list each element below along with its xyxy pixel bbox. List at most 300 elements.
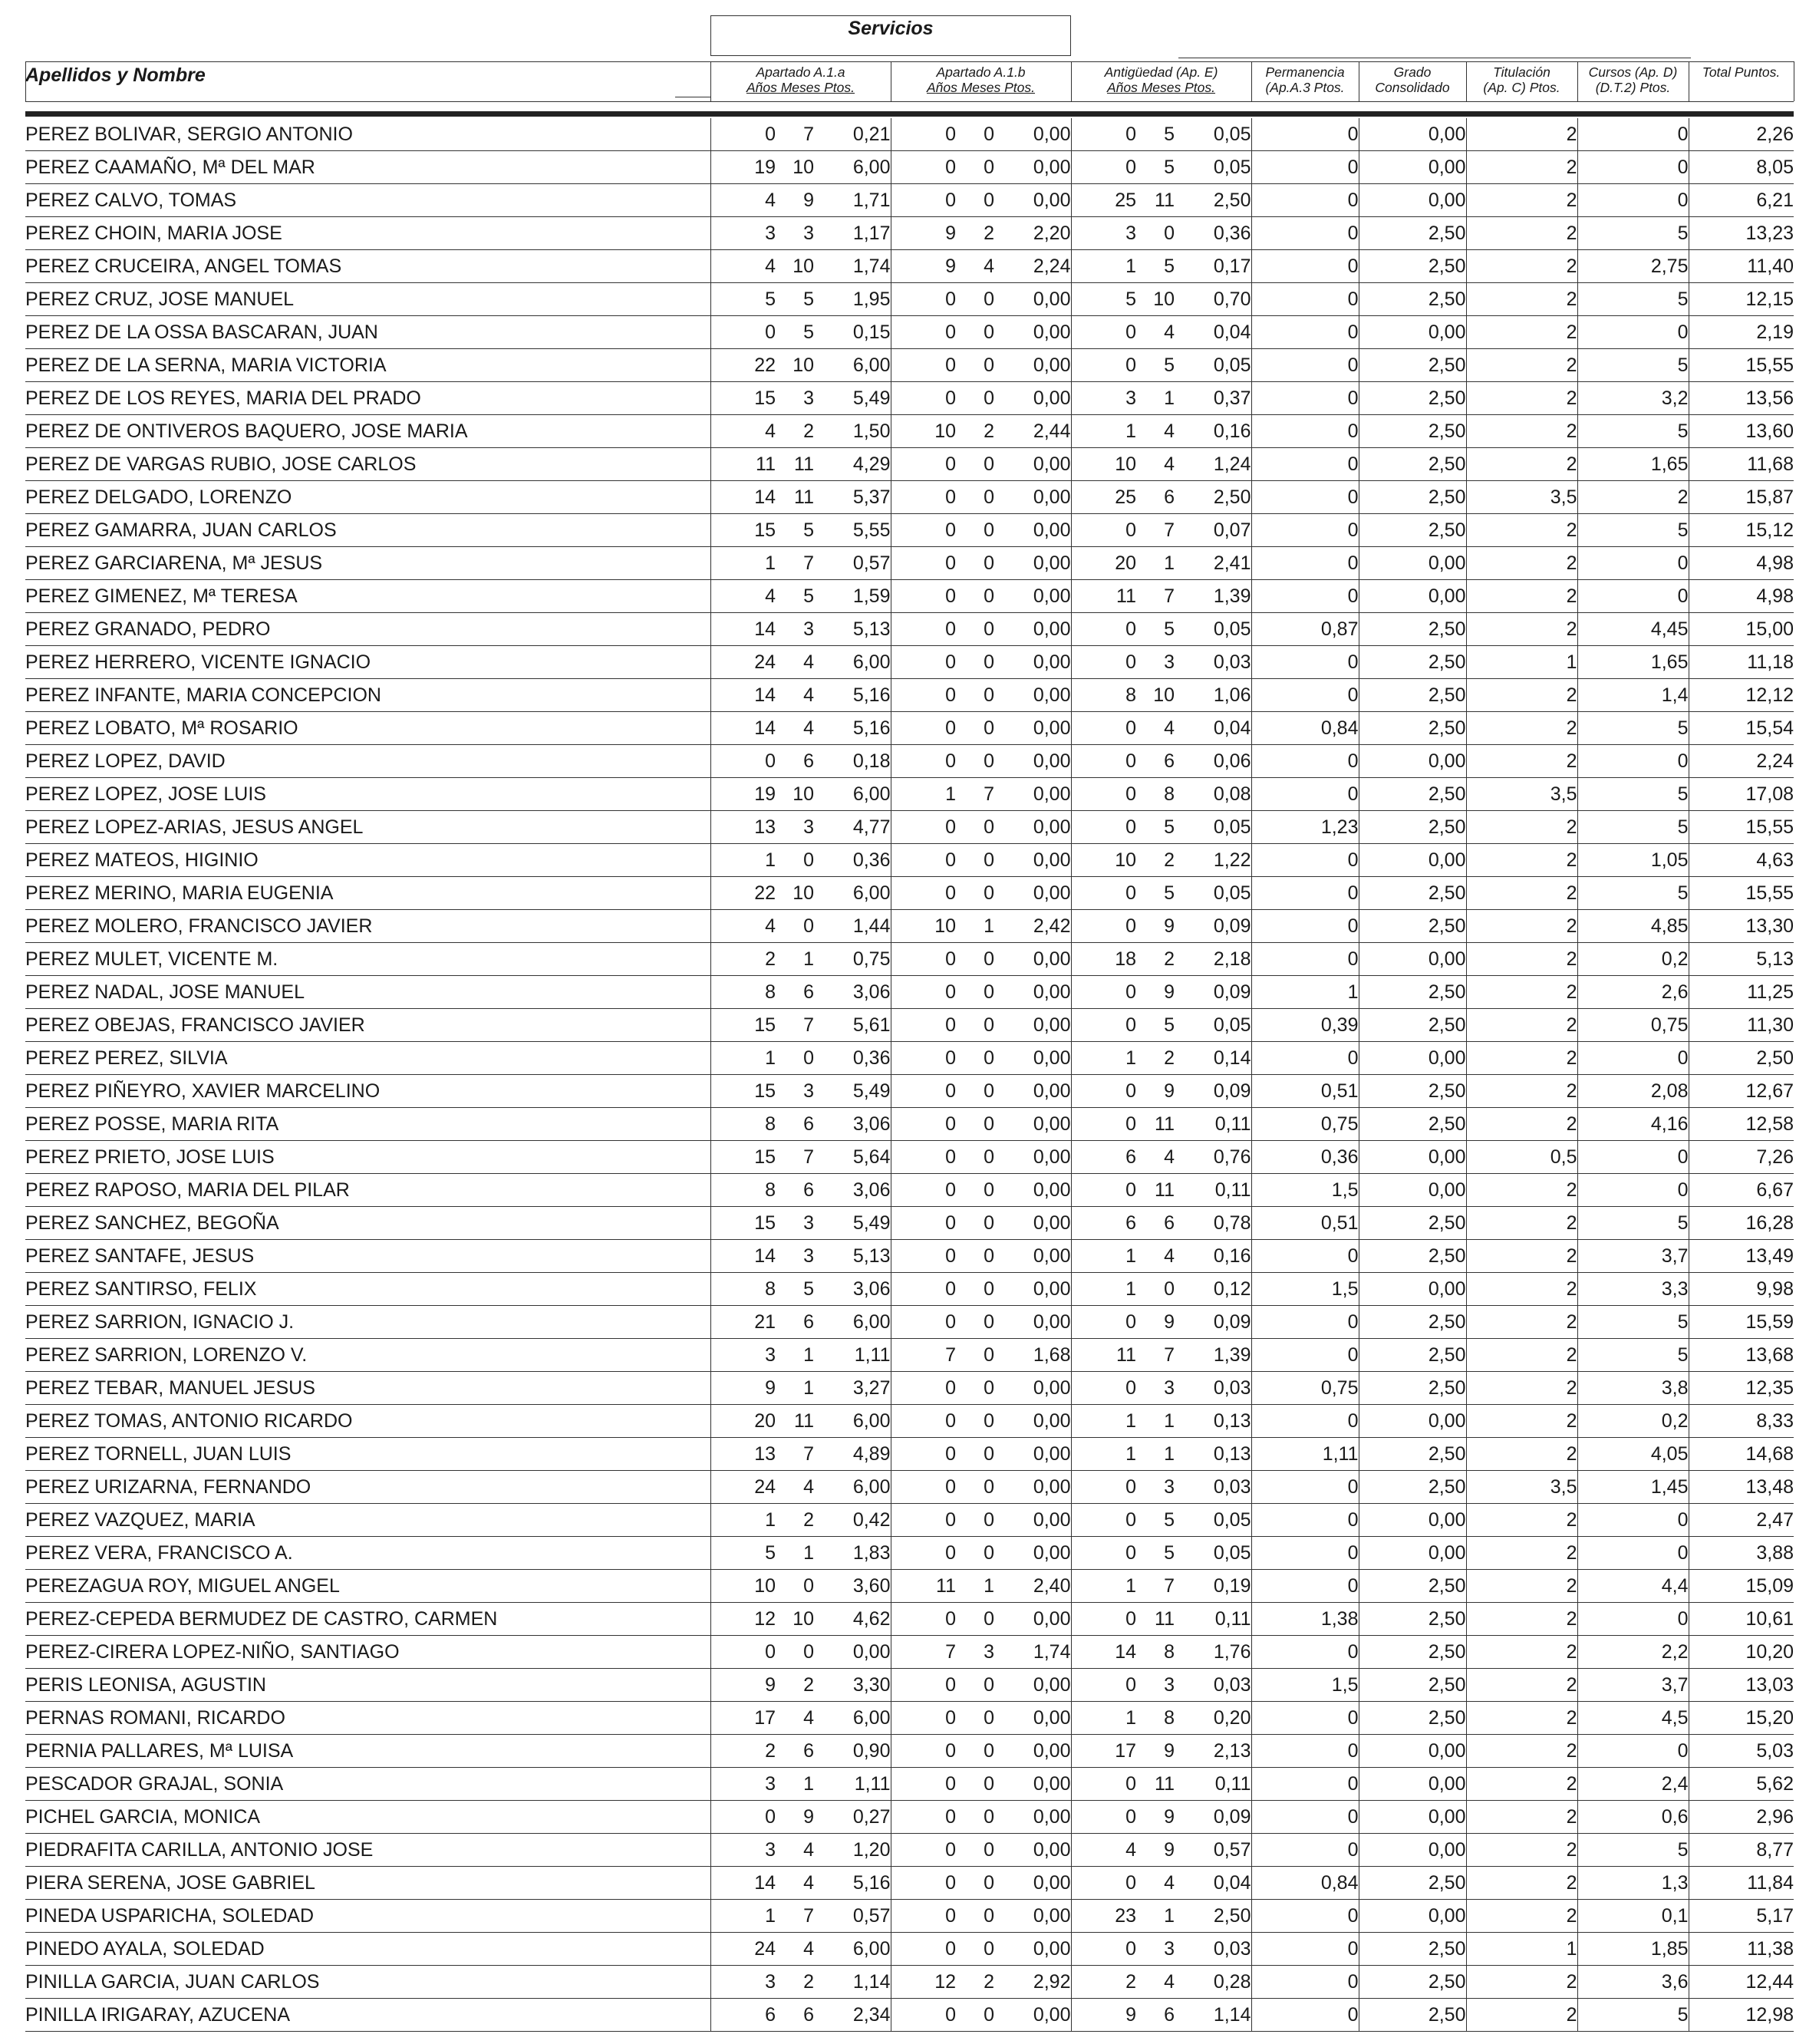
cell-grado: 0,00 [1359,1768,1466,1801]
cell-a1a-ptos: 0,57 [814,1900,891,1933]
cell-ant-anos: 6 [1071,1141,1136,1174]
cell-a1b-anos: 0 [891,481,956,514]
cell-permanencia: 0 [1251,1042,1359,1075]
cell-name: PEREZ CRUZ, JOSE MANUEL [25,283,710,316]
cell-total: 3,88 [1689,1537,1794,1570]
cell-a1b-meses: 0 [956,1042,994,1075]
cell-a1b-ptos: 0,00 [994,1999,1071,2032]
cell-ant-ptos: 0,03 [1175,1669,1251,1702]
cell-ant-ptos: 0,12 [1175,1273,1251,1306]
cell-total: 13,49 [1689,1240,1794,1273]
cell-titulacion: 2 [1466,877,1577,910]
cell-a1b-anos: 0 [891,118,956,151]
cell-a1b-ptos: 0,00 [994,1735,1071,1768]
table-row [25,1273,1794,1306]
cell-titulacion: 2 [1466,1207,1577,1240]
cell-a1a-ptos: 5,55 [814,514,891,547]
cell-a1a-anos: 2 [710,1735,776,1768]
cell-total: 7,26 [1689,1141,1794,1174]
cell-permanencia: 0 [1251,217,1359,250]
table-row [25,1537,1794,1570]
cell-a1b-anos: 0 [891,1075,956,1108]
cell-a1b-anos: 0 [891,1405,956,1438]
cell-a1b-meses: 0 [956,1867,994,1900]
cell-a1b-anos: 0 [891,1174,956,1207]
cell-a1a-ptos: 3,06 [814,1174,891,1207]
cell-total: 15,09 [1689,1570,1794,1603]
cell-titulacion: 2 [1466,349,1577,382]
cell-name: PEREZ CHOIN, MARIA JOSE [25,217,710,250]
cell-ant-ptos: 0,09 [1175,976,1251,1009]
cell-ant-ptos: 0,05 [1175,1537,1251,1570]
cell-name: PEREZ BOLIVAR, SERGIO ANTONIO [25,118,710,151]
cell-ant-anos: 0 [1071,118,1136,151]
cell-cursos: 5 [1577,1207,1689,1240]
cell-a1b-meses: 0 [956,547,994,580]
cell-a1a-anos: 17 [710,1702,776,1735]
cell-cursos: 5 [1577,283,1689,316]
cell-a1b-anos: 0 [891,283,956,316]
cell-ant-ptos: 0,05 [1175,811,1251,844]
table-row [25,1240,1794,1273]
cell-titulacion: 2 [1466,1900,1577,1933]
cell-a1a-meses: 5 [776,514,814,547]
cell-name: PEREZ CALVO, TOMAS [25,184,710,217]
table-row [25,1702,1794,1735]
cell-ant-ptos: 0,78 [1175,1207,1251,1240]
cell-grado: 2,50 [1359,1471,1466,1504]
cell-a1a-meses: 7 [776,547,814,580]
cell-a1b-anos: 0 [891,745,956,778]
cell-grado: 0,00 [1359,1174,1466,1207]
cell-a1b-meses: 1 [956,1570,994,1603]
cell-a1a-anos: 24 [710,646,776,679]
cell-name: PEREZ DE LA SERNA, MARIA VICTORIA [25,349,710,382]
cell-a1a-anos: 22 [710,349,776,382]
cell-permanencia: 1 [1251,976,1359,1009]
cell-cursos: 0 [1577,1141,1689,1174]
table-row [25,415,1794,448]
cell-name: PEREZ NADAL, JOSE MANUEL [25,976,710,1009]
cell-cursos: 1,65 [1577,448,1689,481]
name-column-header: Apellidos y Nombre [25,64,206,86]
cell-grado: 2,50 [1359,448,1466,481]
cell-a1b-meses: 0 [956,1735,994,1768]
header-bottom-rule [25,101,1794,102]
cell-ant-anos: 0 [1071,1504,1136,1537]
cell-permanencia: 0 [1251,1537,1359,1570]
cell-a1b-meses: 0 [956,646,994,679]
cell-ant-ptos: 0,70 [1175,283,1251,316]
cell-name: PINILLA IRIGARAY, AZUCENA [25,1999,710,2032]
cell-titulacion: 2 [1466,1438,1577,1471]
cell-a1a-ptos: 6,00 [814,646,891,679]
cell-a1b-ptos: 0,00 [994,580,1071,613]
cell-ant-anos: 0 [1071,1537,1136,1570]
cell-ant-ptos: 0,11 [1175,1603,1251,1636]
cell-a1a-anos: 3 [710,217,776,250]
cell-ant-ptos: 0,05 [1175,877,1251,910]
cell-ant-anos: 5 [1071,283,1136,316]
cell-titulacion: 2 [1466,910,1577,943]
cell-ant-meses: 4 [1136,415,1175,448]
cell-ant-anos: 0 [1071,877,1136,910]
cell-a1b-anos: 0 [891,349,956,382]
cell-grado: 0,00 [1359,547,1466,580]
cell-a1b-meses: 0 [956,1174,994,1207]
cell-a1a-ptos: 2,34 [814,1999,891,2032]
cell-a1a-anos: 3 [710,1768,776,1801]
cell-a1b-ptos: 0,00 [994,1537,1071,1570]
cell-ant-meses: 5 [1136,1504,1175,1537]
cell-cursos: 4,45 [1577,613,1689,646]
cell-a1b-meses: 0 [956,811,994,844]
cell-ant-ptos: 1,39 [1175,1339,1251,1372]
table-row [25,1966,1794,1999]
cell-permanencia: 1,38 [1251,1603,1359,1636]
cell-a1a-meses: 1 [776,1372,814,1405]
cell-ant-anos: 3 [1071,217,1136,250]
cell-grado: 2,50 [1359,1240,1466,1273]
cell-permanencia: 0 [1251,844,1359,877]
cell-ant-ptos: 0,09 [1175,1306,1251,1339]
cell-total: 14,68 [1689,1438,1794,1471]
cell-ant-meses: 4 [1136,1966,1175,1999]
table-row [25,1471,1794,1504]
cell-a1b-ptos: 0,00 [994,448,1071,481]
cell-ant-anos: 8 [1071,679,1136,712]
cell-a1b-meses: 0 [956,1141,994,1174]
cell-ant-anos: 0 [1071,745,1136,778]
cell-permanencia: 0 [1251,1405,1359,1438]
cell-a1b-anos: 10 [891,910,956,943]
apartado-a1b-header: Apartado A.1.b Años Meses Ptos. [926,64,1036,96]
cell-grado: 0,00 [1359,1834,1466,1867]
cell-permanencia: 0,84 [1251,1867,1359,1900]
cell-name: PEREZ DE ONTIVEROS BAQUERO, JOSE MARIA [25,415,710,448]
cell-a1a-anos: 5 [710,1537,776,1570]
cell-ant-anos: 1 [1071,250,1136,283]
cell-titulacion: 2 [1466,1042,1577,1075]
cell-permanencia: 0 [1251,1735,1359,1768]
cell-a1a-ptos: 3,30 [814,1669,891,1702]
cell-grado: 2,50 [1359,646,1466,679]
cell-cursos: 0 [1577,151,1689,184]
cell-a1a-meses: 0 [776,910,814,943]
cell-name: PINEDA USPARICHA, SOLEDAD [25,1900,710,1933]
cell-name: PEREZ RAPOSO, MARIA DEL PILAR [25,1174,710,1207]
cell-ant-ptos: 2,18 [1175,943,1251,976]
cell-cursos: 5 [1577,415,1689,448]
cell-permanencia: 0 [1251,184,1359,217]
cell-total: 15,55 [1689,877,1794,910]
cell-a1a-meses: 3 [776,1240,814,1273]
table-row [25,1174,1794,1207]
cell-total: 13,56 [1689,382,1794,415]
cell-a1a-ptos: 6,00 [814,1306,891,1339]
cell-name: PIEDRAFITA CARILLA, ANTONIO JOSE [25,1834,710,1867]
cell-a1b-anos: 0 [891,1042,956,1075]
cell-total: 5,13 [1689,943,1794,976]
cell-a1b-meses: 0 [956,1372,994,1405]
cell-a1a-ptos: 5,16 [814,679,891,712]
table-row [25,1900,1794,1933]
cell-ant-anos: 0 [1071,316,1136,349]
cell-total: 11,25 [1689,976,1794,1009]
table-row [25,184,1794,217]
cell-total: 12,15 [1689,283,1794,316]
cell-cursos: 3,7 [1577,1240,1689,1273]
cell-a1a-meses: 4 [776,679,814,712]
cell-a1a-ptos: 1,17 [814,217,891,250]
cell-ant-anos: 0 [1071,1933,1136,1966]
cell-ant-meses: 1 [1136,382,1175,415]
cell-grado: 2,50 [1359,283,1466,316]
cell-grado: 2,50 [1359,1999,1466,2032]
cell-titulacion: 2 [1466,1174,1577,1207]
cell-name: PEREZ-CEPEDA BERMUDEZ DE CASTRO, CARMEN [25,1603,710,1636]
table-body [25,118,1794,2032]
cell-ant-ptos: 1,22 [1175,844,1251,877]
cell-a1b-anos: 0 [891,712,956,745]
cell-grado: 2,50 [1359,1306,1466,1339]
cell-ant-anos: 14 [1071,1636,1136,1669]
cell-total: 2,26 [1689,118,1794,151]
cell-a1a-ptos: 6,00 [814,349,891,382]
cell-a1a-meses: 4 [776,1834,814,1867]
cell-a1a-ptos: 3,06 [814,976,891,1009]
table-row [25,1372,1794,1405]
table-row [25,316,1794,349]
cell-a1a-anos: 14 [710,1867,776,1900]
cell-permanencia: 0 [1251,448,1359,481]
cell-grado: 2,50 [1359,1636,1466,1669]
cell-titulacion: 2 [1466,1339,1577,1372]
cell-ant-anos: 25 [1071,481,1136,514]
cell-ant-meses: 0 [1136,217,1175,250]
cell-titulacion: 2 [1466,1504,1577,1537]
table-row [25,1306,1794,1339]
cell-a1a-meses: 4 [776,646,814,679]
cell-titulacion: 2 [1466,283,1577,316]
cell-ant-meses: 4 [1136,448,1175,481]
cell-grado: 0,00 [1359,1273,1466,1306]
cell-cursos: 0 [1577,1603,1689,1636]
cell-ant-ptos: 0,04 [1175,316,1251,349]
cell-total: 5,17 [1689,1900,1794,1933]
cell-ant-meses: 8 [1136,778,1175,811]
cell-a1a-anos: 14 [710,712,776,745]
cell-ant-ptos: 0,05 [1175,118,1251,151]
cell-total: 15,00 [1689,613,1794,646]
cell-ant-meses: 1 [1136,1900,1175,1933]
cell-a1b-meses: 0 [956,580,994,613]
cell-ant-meses: 4 [1136,1867,1175,1900]
cell-ant-meses: 5 [1136,811,1175,844]
cell-a1a-meses: 0 [776,844,814,877]
table-row [25,1339,1794,1372]
cell-ant-ptos: 0,13 [1175,1405,1251,1438]
cell-a1a-meses: 3 [776,217,814,250]
table-row [25,514,1794,547]
cell-a1a-anos: 14 [710,481,776,514]
cell-ant-ptos: 0,08 [1175,778,1251,811]
cell-a1a-meses: 6 [776,1174,814,1207]
cell-grado: 0,00 [1359,1900,1466,1933]
cell-a1b-ptos: 2,42 [994,910,1071,943]
cell-cursos: 5 [1577,349,1689,382]
cell-permanencia: 1,11 [1251,1438,1359,1471]
cell-a1a-ptos: 1,83 [814,1537,891,1570]
cell-a1b-meses: 0 [956,1537,994,1570]
cell-titulacion: 2 [1466,1603,1577,1636]
cell-ant-meses: 9 [1136,976,1175,1009]
cell-permanencia: 0,51 [1251,1075,1359,1108]
cell-permanencia: 0 [1251,1834,1359,1867]
cell-a1a-meses: 1 [776,1768,814,1801]
table-row [25,547,1794,580]
cell-name: PICHEL GARCIA, MONICA [25,1801,710,1834]
cell-grado: 2,50 [1359,415,1466,448]
cell-a1b-anos: 9 [891,217,956,250]
cell-ant-ptos: 0,36 [1175,217,1251,250]
table-row [25,1570,1794,1603]
table-row [25,118,1794,151]
cell-a1b-anos: 0 [891,316,956,349]
cell-grado: 0,00 [1359,1735,1466,1768]
cell-grado: 2,50 [1359,1570,1466,1603]
cell-name: PEREZ SANTIRSO, FELIX [25,1273,710,1306]
cell-titulacion: 3,5 [1466,481,1577,514]
cell-total: 12,12 [1689,679,1794,712]
cell-name: PEREZ MOLERO, FRANCISCO JAVIER [25,910,710,943]
cell-ant-anos: 3 [1071,382,1136,415]
cell-ant-anos: 11 [1071,1339,1136,1372]
cell-ant-ptos: 0,07 [1175,514,1251,547]
cell-ant-meses: 10 [1136,679,1175,712]
cell-a1b-anos: 0 [891,1702,956,1735]
cell-titulacion: 2 [1466,844,1577,877]
cell-total: 11,40 [1689,250,1794,283]
cell-a1b-ptos: 0,00 [994,613,1071,646]
cell-cursos: 3,2 [1577,382,1689,415]
cell-a1a-anos: 13 [710,1438,776,1471]
table-row [25,1669,1794,1702]
cell-ant-meses: 11 [1136,1108,1175,1141]
cell-a1b-meses: 0 [956,1999,994,2032]
cell-a1b-meses: 0 [956,316,994,349]
cell-ant-ptos: 0,04 [1175,712,1251,745]
table-row [25,580,1794,613]
table-row [25,217,1794,250]
cell-cursos: 2,75 [1577,250,1689,283]
cell-grado: 0,00 [1359,745,1466,778]
cell-a1b-meses: 0 [956,1702,994,1735]
cell-total: 4,98 [1689,547,1794,580]
cell-a1a-meses: 7 [776,1009,814,1042]
cell-ant-meses: 4 [1136,1141,1175,1174]
cell-permanencia: 0 [1251,679,1359,712]
cell-total: 15,12 [1689,514,1794,547]
cell-name: PEREZ LOPEZ, DAVID [25,745,710,778]
cell-a1a-ptos: 3,27 [814,1372,891,1405]
cell-grado: 0,00 [1359,844,1466,877]
cell-ant-meses: 5 [1136,118,1175,151]
cell-ant-ptos: 0,13 [1175,1438,1251,1471]
cell-a1b-anos: 0 [891,1933,956,1966]
cell-a1b-meses: 0 [956,118,994,151]
table-row [25,250,1794,283]
table-row [25,283,1794,316]
cell-a1b-ptos: 0,00 [994,547,1071,580]
cell-ant-ptos: 0,09 [1175,1075,1251,1108]
cell-ant-meses: 8 [1136,1636,1175,1669]
cell-ant-meses: 3 [1136,646,1175,679]
cell-name: PERNIA PALLARES, Mª LUISA [25,1735,710,1768]
cell-name: PEREZ DE VARGAS RUBIO, JOSE CARLOS [25,448,710,481]
header-top-rule [710,61,1794,62]
cell-total: 8,05 [1689,151,1794,184]
cell-total: 2,96 [1689,1801,1794,1834]
cell-ant-anos: 1 [1071,1042,1136,1075]
cell-a1a-meses: 5 [776,580,814,613]
cell-grado: 0,00 [1359,118,1466,151]
cell-ant-anos: 23 [1071,1900,1136,1933]
cell-a1b-meses: 0 [956,613,994,646]
cell-a1a-meses: 4 [776,712,814,745]
cell-ant-ptos: 2,41 [1175,547,1251,580]
cell-a1a-ptos: 5,64 [814,1141,891,1174]
cell-titulacion: 2 [1466,712,1577,745]
cell-cursos: 0,2 [1577,1405,1689,1438]
cell-a1b-ptos: 0,00 [994,1075,1071,1108]
cell-ant-meses: 1 [1136,547,1175,580]
cell-a1b-meses: 2 [956,217,994,250]
cell-a1b-meses: 0 [956,976,994,1009]
cell-a1a-ptos: 1,20 [814,1834,891,1867]
cell-a1b-ptos: 0,00 [994,844,1071,877]
cell-titulacion: 2 [1466,1273,1577,1306]
cell-grado: 2,50 [1359,778,1466,811]
cell-ant-ptos: 0,03 [1175,646,1251,679]
cell-cursos: 5 [1577,778,1689,811]
cell-a1b-ptos: 0,00 [994,1933,1071,1966]
cell-ant-anos: 17 [1071,1735,1136,1768]
cell-ant-anos: 0 [1071,514,1136,547]
cell-name: PEREZ PEREZ, SILVIA [25,1042,710,1075]
cell-ant-ptos: 0,20 [1175,1702,1251,1735]
cell-a1a-ptos: 6,00 [814,877,891,910]
cell-titulacion: 2 [1466,943,1577,976]
cell-ant-ptos: 0,09 [1175,1801,1251,1834]
cell-a1b-meses: 0 [956,943,994,976]
cell-a1b-ptos: 0,00 [994,1042,1071,1075]
apartado-a1a-header: Apartado A.1.a Años Meses Ptos. [746,64,855,96]
cell-a1b-ptos: 0,00 [994,349,1071,382]
cell-titulacion: 2 [1466,1669,1577,1702]
cell-a1a-meses: 3 [776,1207,814,1240]
cell-a1b-meses: 2 [956,415,994,448]
table-row [25,1207,1794,1240]
cell-a1a-ptos: 0,75 [814,943,891,976]
cell-ant-ptos: 0,03 [1175,1372,1251,1405]
cell-a1b-meses: 0 [956,349,994,382]
cell-a1a-anos: 9 [710,1372,776,1405]
cell-ant-ptos: 0,06 [1175,745,1251,778]
cell-a1b-anos: 0 [891,1108,956,1141]
cell-permanencia: 0 [1251,1999,1359,2032]
cell-titulacion: 2 [1466,745,1577,778]
